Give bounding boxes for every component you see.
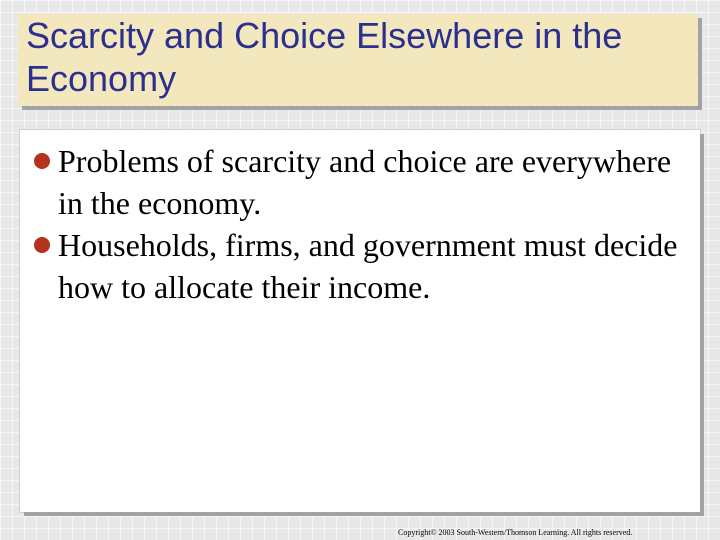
bullet-item — [32, 140, 692, 224]
bullet-dot-icon — [34, 153, 50, 169]
bullet-item — [32, 224, 692, 308]
bullet-list — [32, 140, 692, 308]
copyright-notice: Copyright© 2003 South-Western/Thomson Learning. All rights reserved. — [398, 528, 633, 537]
bullet-dot-icon — [34, 237, 50, 253]
bullet-text: Problems of scarcity and choice are everywhere in the economy. — [58, 143, 672, 221]
bullet-text: Households, firms, and government must decide how to allocate their income. — [58, 227, 678, 305]
slide-title: Scarcity and Choice Elsewhere in the Economy — [26, 15, 623, 99]
